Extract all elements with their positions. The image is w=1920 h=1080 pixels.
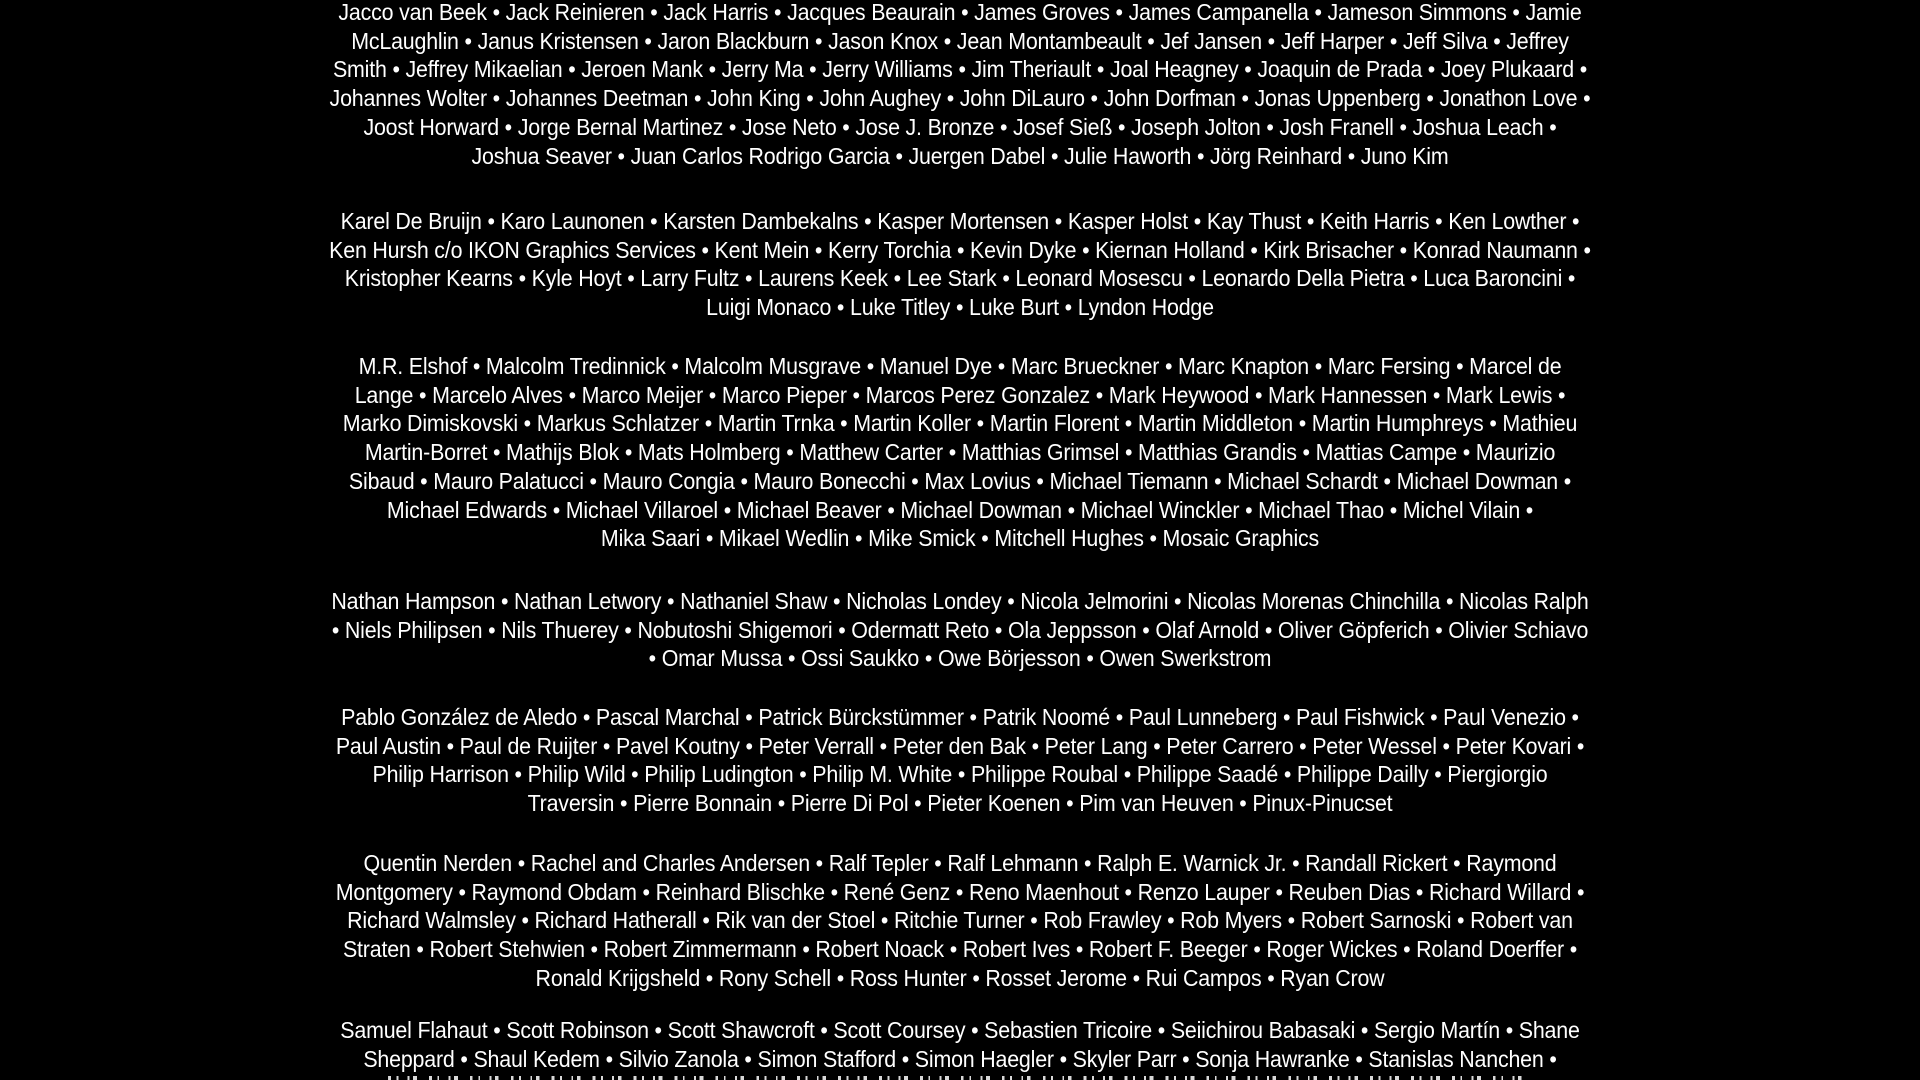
credits-line: Joost Horward • Jorge Bernal Martinez • Jose Neto • Jose J. Bronze • Josef Sieß • Joseph Jolton • Josh Franell • Joshua Leach • (363, 113, 1557, 140)
credits-line: Johannes Wolter • Johannes Deetman • John King • John Aughey • John DiLauro • John Dorfman • Jonas Uppenberg • Jonathon Love • (329, 85, 1591, 112)
credits-paragraph-p (235, 703, 1686, 818)
credits-line: Luigi Monaco • Luke Titley • Luke Burt • Lyndon Hodge (706, 294, 1214, 321)
credits-line: Quentin Nerden • Rachel and Charles Andersen • Ralf Tepler • Ralf Lehmann • Ralph E. Warnick Jr. • Randall Rickert • Raymond (363, 850, 1557, 876)
credits-line: Joshua Seaver • Juan Carlos Rodrigo Garcia • Juergen Dabel • Julie Haworth • Jörg Reinhard • Juno Kim (471, 142, 1449, 169)
credits-line: Martin-Borret • Mathijs Blok • Mats Holmberg • Matthew Carter • Matthias Grimsel • Matthias Grandis • Mattias Campe • Maurizio (364, 439, 1556, 466)
credits-line: Philip Harrison • Philip Wild • Philip Ludington • Philip M. White • Philippe Roubal • Philippe Saadé • Philippe Dailly • Piergiorgio (372, 761, 1548, 788)
credits-line: Michael Edwards • Michael Villaroel • Michael Beaver • Michael Dowman • Michael Winckler • Michael Thao • Michel Vilain • (386, 496, 1534, 523)
credits-line: Marko Dimiskovski • Markus Schlatzer • Martin Trnka • Martin Koller • Martin Florent • Martin Middleton • Martin Humphreys • Mathieu (342, 410, 1578, 437)
credits-paragraph-k (235, 207, 1686, 322)
credits-line: Sheppard • Shaul Kedem • Silvio Zanola • Simon Stafford • Simon Haegler • Skyler Parr • Sonja Hawranke • Stanislas Nanchen • (363, 1045, 1557, 1072)
credits-line: Ken Hursh c/o IKON Graphics Services • Kent Mein • Kerry Torchia • Kevin Dyke • Kiernan Holland • Kirk Brisacher • Konrad Naumann • (329, 236, 1591, 263)
credits-line: Ronald Krijgsheld • Rony Schell • Ross Hunter • Rosset Jerome • Rui Campos • Ryan Crow (535, 964, 1385, 991)
credits-line: Lange • Marcelo Alves • Marco Meijer • Marco Pieper • Marcos Perez Gonzalez • Mark Heywood • Mark Hannessen • Mark Lewis • (354, 381, 1566, 408)
credits-line: M.R. Elshof • Malcolm Tredinnick • Malcolm Musgrave • Manuel Dye • Marc Brueckner • Marc Knapton • Marc Fersing • Marcel de (358, 353, 1562, 379)
credits-line: Pablo González de Aledo • Pascal Marchal • Patrick Bürckstümmer • Patrik Noomé • Paul Lunneberg • Paul Fishwick • Paul Venezio • (341, 704, 1579, 730)
credits-line: McLaughlin • Janus Kristensen • Jaron Blackburn • Jason Knox • Jean Montambeault • Jef Jansen • Jeff Harper • Jeff Silva • Jeffrey (351, 27, 1569, 54)
credits-paragraph-qr (235, 849, 1686, 993)
credits-line: Richard Walmsley • Richard Hatherall • Rik van der Stoel • Ritchie Turner • Rob Frawley • Rob Myers • Robert Sarnoski • Robert van (347, 907, 1573, 934)
credits-line: • Omar Mussa • Ossi Saukko • Owe Börjesson • Owen Swerkstrom (648, 645, 1272, 672)
credits-line: Paul Austin • Paul de Ruijter • Pavel Koutny • Peter Verrall • Peter den Bak • Peter Lang • Peter Carrero • Peter Wessel • Peter Kovari • (335, 732, 1585, 759)
credits-paragraph-m (235, 352, 1686, 553)
credits-paragraph-s (235, 1016, 1686, 1080)
credits-line: Sibaud • Mauro Palatucci • Mauro Congia • Mauro Bonecchi • Max Lovius • Michael Tiemann • Michael Schardt • Michael Dowman • (348, 467, 1572, 494)
credits-line: Straten • Robert Stehwien • Robert Zimmermann • Robert Noack • Robert Ives • Robert F. Beeger • Roger Wickes • Roland Doerffer • (342, 936, 1578, 963)
credits-line: Smith • Jeffrey Mikaelian • Jeroen Mank • Jerry Ma • Jerry Williams • Jim Theriault • Joal Heagney • Joaquin de Prada • Joey Plukaard • (332, 56, 1588, 83)
credits-line: Jacco van Beek • Jack Reinieren • Jack Harris • Jacques Beaurain • James Groves • James Campanella • Jameson Simmons • Jamie (338, 0, 1582, 25)
credits-line: Kristopher Kearns • Kyle Hoyt • Larry Fultz • Laurens Keek • Lee Stark • Leonard Mosescu • Leonardo Della Pietra • Luca Baroncini • (344, 265, 1576, 292)
credits-paragraph-n (235, 587, 1686, 673)
credits-line: Montgomery • Raymond Obdam • Reinhard Blischke • René Genz • Reno Maenhout • Renzo Lauper • Reuben Dias • Richard Willard • (335, 878, 1585, 905)
credits-line: Mika Saari • Mikael Wedlin • Mike Smick • Mitchell Hughes • Mosaic Graphics (600, 525, 1320, 552)
credits-line: Traversin • Pierre Bonnain • Pierre Di Pol • Pieter Koenen • Pim van Heuven • Pinux-Pinucset (527, 790, 1393, 817)
credits-line: Nathan Hampson • Nathan Letwory • Nathaniel Shaw • Nicholas Londey • Nicola Jelmorini • Nicolas Morenas Chinchilla • Nicolas Ralph (331, 588, 1589, 614)
credits-line: • Niels Philipsen • Nils Thuerey • Nobutoshi Shigemori • Odermatt Reto • Ola Jeppsson • Olaf Arnold • Oliver Göpferich • Olivier Schiavo (331, 616, 1589, 643)
credits-paragraph-j (235, 0, 1686, 170)
credits-line: Karel De Bruijn • Karo Launonen • Karsten Dambekalns • Kasper Mortensen • Kasper Holst • Kay Thust • Keith Harris • Ken Lowther • (340, 208, 1580, 234)
clipped-credits-line (388, 1076, 1532, 1080)
credits-line: Samuel Flahaut • Scott Robinson • Scott Shawcroft • Scott Coursey • Sebastien Tricoire • Seiichirou Babasaki • Sergio Martín • Shane (340, 1017, 1580, 1043)
